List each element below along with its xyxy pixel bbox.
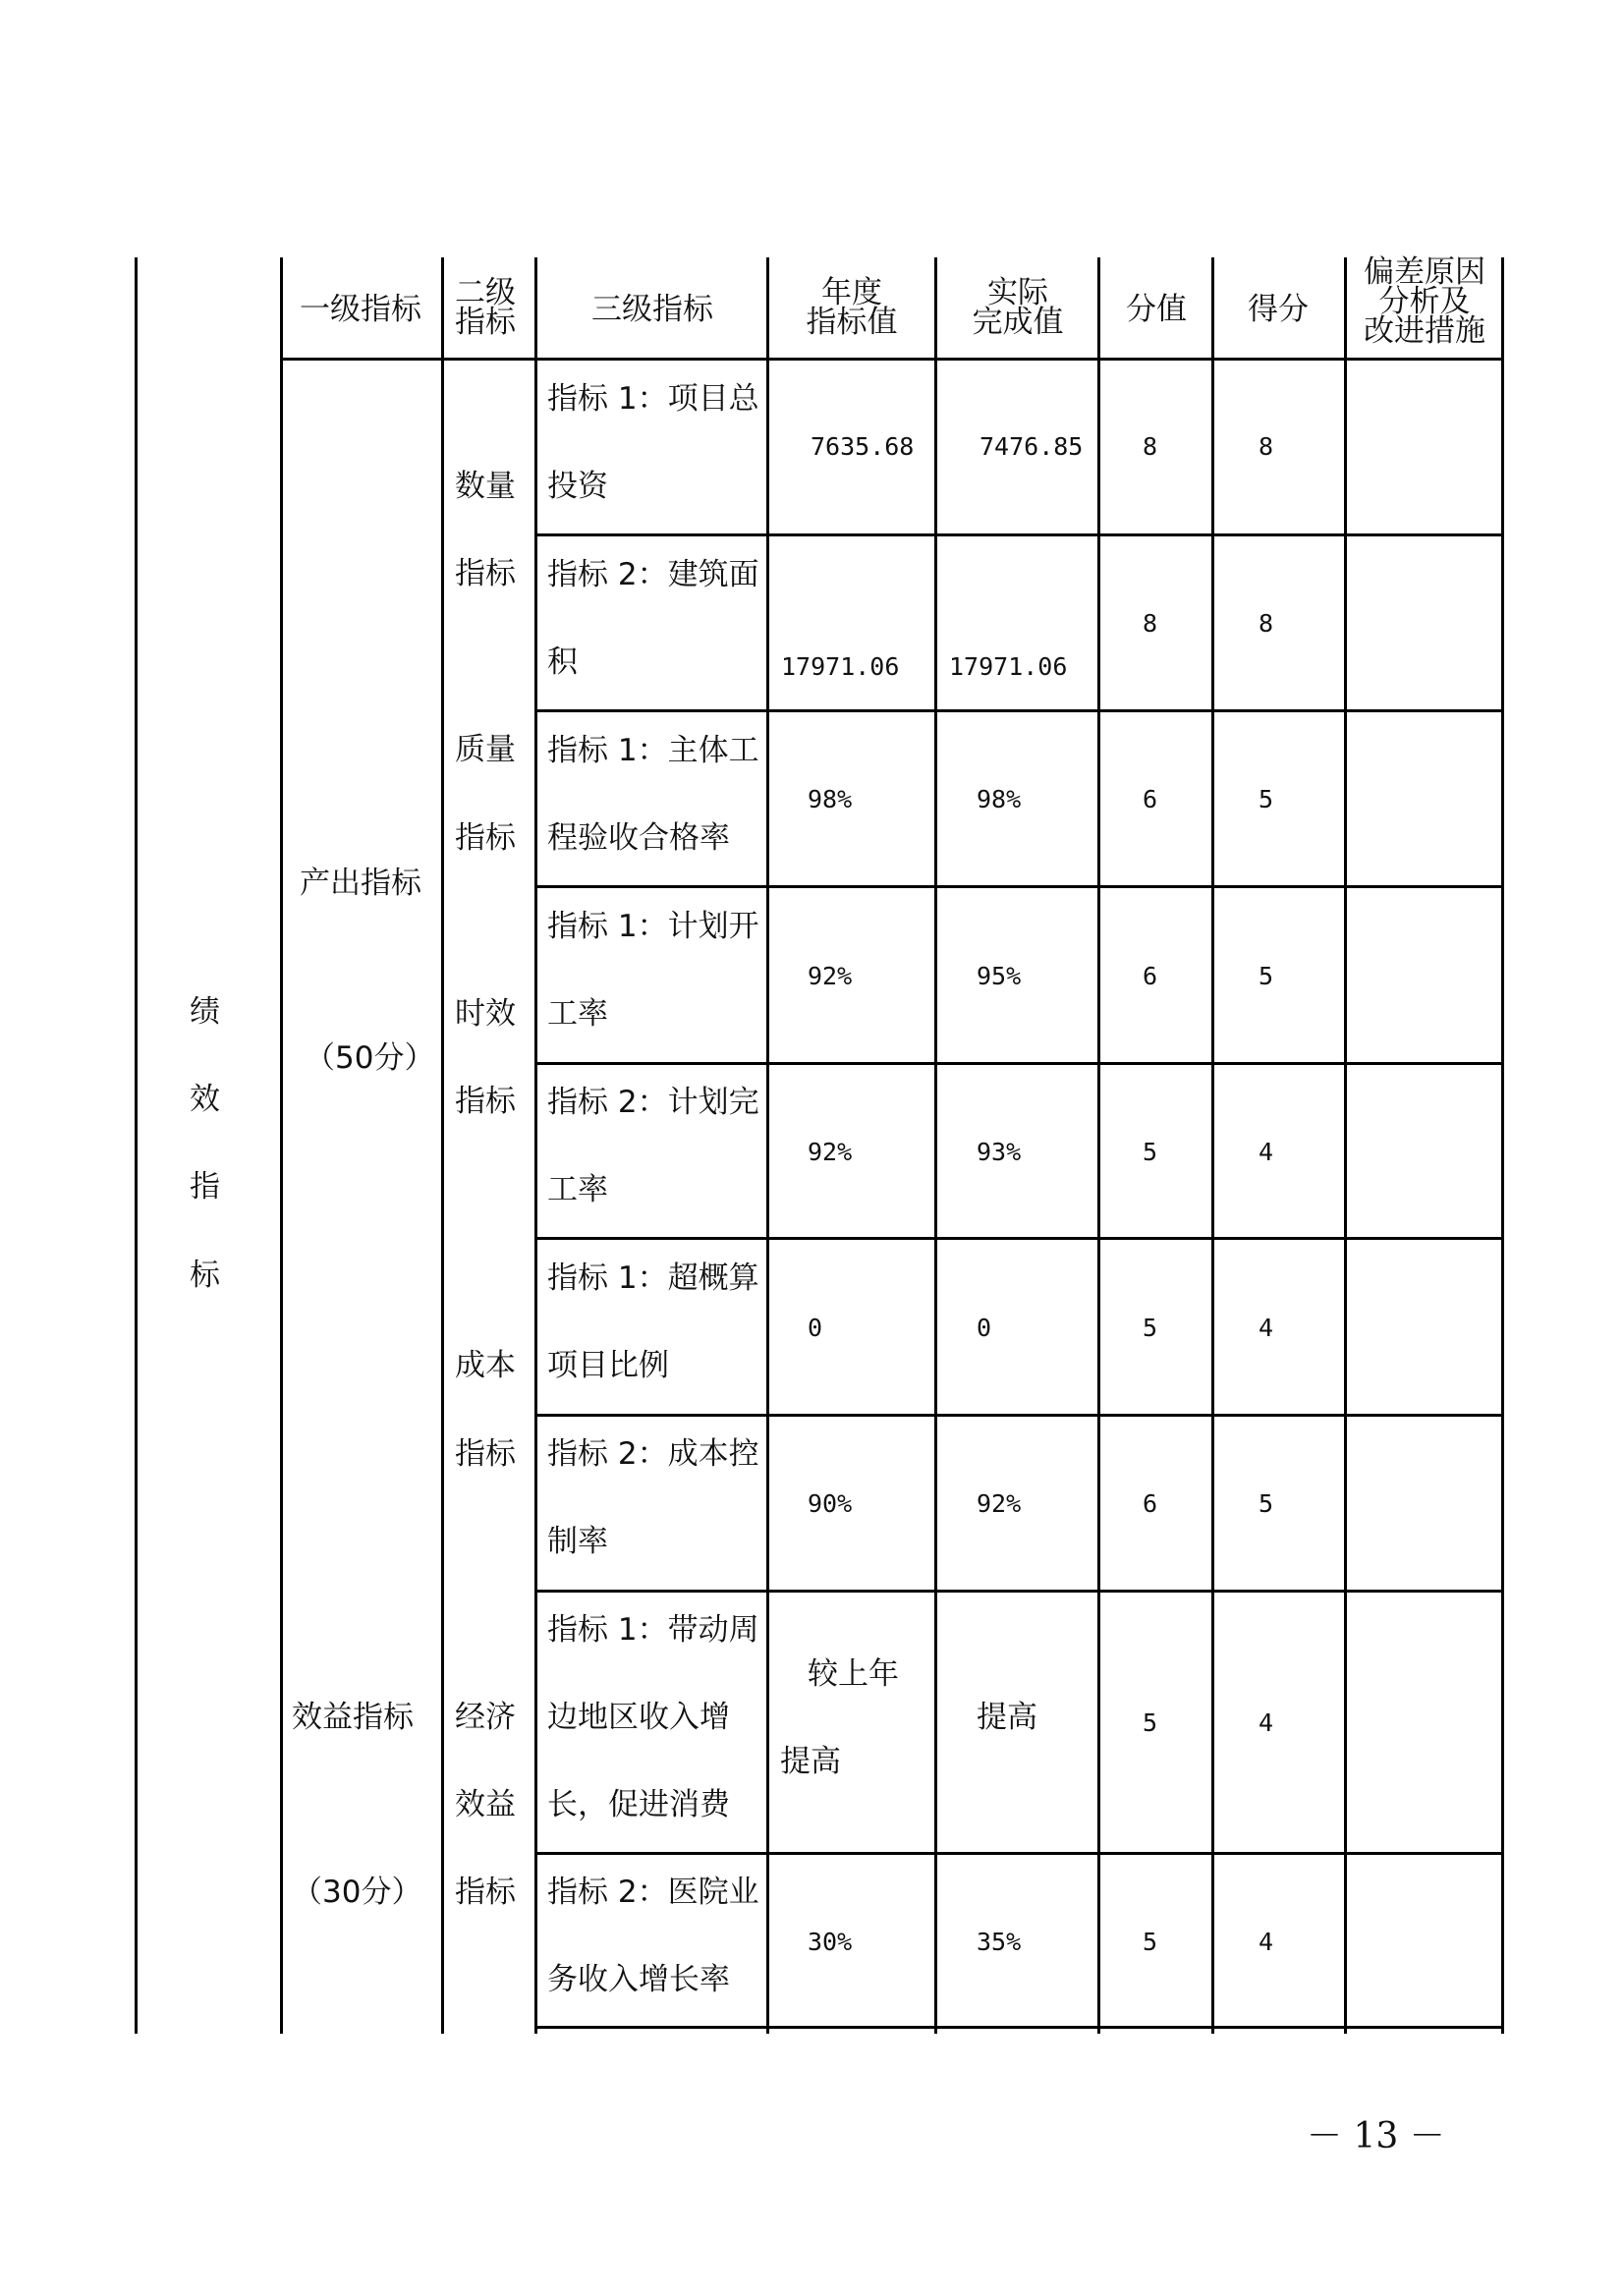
cell-actual: 93%	[977, 1138, 1022, 1166]
rule-row-2	[534, 709, 1504, 712]
indicator-text: 指标 2：建筑面	[547, 557, 759, 592]
cell-score: 4	[1259, 1138, 1274, 1166]
side-label-char: 绩	[190, 994, 220, 1030]
indicator-text: 指标 1：项目总	[547, 381, 759, 417]
header-score-value: 分值	[1126, 292, 1187, 327]
level2-timeliness-line: 指标	[455, 1084, 516, 1119]
cell-actual: 92%	[977, 1489, 1022, 1518]
cell-actual: 7476.85	[979, 432, 1084, 461]
level1-benefit-name: 效益指标	[292, 1700, 414, 1735]
header-annual-target: 年度 指标值	[806, 275, 898, 340]
cell-actual: 95%	[977, 962, 1022, 990]
cell-score: 4	[1259, 1928, 1274, 1956]
indicator-text: 工率	[547, 996, 608, 1032]
level2-quality-line: 指标	[455, 820, 516, 856]
cell-annual-target: 提高	[780, 1744, 841, 1779]
indicator-text: 指标 2：计划完	[547, 1085, 759, 1120]
rule-table-bottom	[534, 2026, 1504, 2029]
cell-actual: 17971.06	[949, 652, 1068, 681]
indicator-text: 指标 1：计划开	[547, 909, 759, 944]
level2-quantity-line: 指标	[455, 556, 516, 591]
rule-target-left	[766, 257, 769, 2034]
level2-timeliness-line: 时效	[455, 996, 516, 1032]
level2-cost-line: 指标	[455, 1436, 516, 1472]
level1-output-name: 产出指标	[300, 866, 421, 901]
cell-score-value: 5	[1143, 1138, 1158, 1166]
cell-score: 5	[1259, 1489, 1274, 1518]
cell-actual: 提高	[977, 1700, 1037, 1735]
cell-annual-target: 17971.06	[781, 652, 900, 681]
cell-score: 4	[1259, 1314, 1274, 1342]
header-level1: 一级指标	[300, 292, 421, 327]
rule-level3-left-header	[534, 257, 537, 360]
cell-annual-target: 90%	[808, 1489, 853, 1518]
level2-quality-line: 质量	[455, 732, 516, 767]
cell-score-value: 5	[1143, 1708, 1158, 1737]
cell-score-value: 6	[1143, 1489, 1158, 1518]
indicator-text: 指标 1：超概算	[547, 1260, 759, 1296]
cell-score: 4	[1259, 1708, 1274, 1737]
rule-row-7	[534, 1590, 1504, 1593]
rule-header-bottom	[280, 358, 1504, 361]
level2-economic-line: 效益	[455, 1787, 516, 1822]
rule-outer-left	[135, 257, 138, 2034]
header-actual: 实际 完成值	[972, 275, 1064, 340]
level1-benefit-points: （30分）	[292, 1875, 422, 1910]
cell-score-value: 6	[1143, 785, 1158, 813]
cell-annual-target: 98%	[808, 785, 853, 813]
header-level2: 二级 指标	[455, 275, 516, 340]
header-deviation: 偏差原因 分析及 改进措施	[1364, 254, 1485, 349]
cell-score: 5	[1259, 962, 1274, 990]
indicator-text: 指标 2：成本控	[547, 1436, 759, 1472]
indicator-text: 指标 1：主体工	[547, 733, 759, 768]
cell-score: 8	[1259, 609, 1274, 638]
indicator-text: 积	[547, 644, 578, 680]
cell-score-value: 8	[1143, 609, 1158, 638]
rule-level2-left	[441, 257, 444, 2034]
rule-note-left	[1344, 257, 1347, 2034]
level2-quantity-line: 数量	[455, 469, 516, 504]
rule-row-6	[534, 1414, 1504, 1417]
indicator-text: 工率	[547, 1172, 608, 1207]
cell-score-value: 8	[1143, 432, 1158, 461]
indicator-text: 务收入增长率	[547, 1962, 730, 1997]
indicator-text: 长，促进消费	[547, 1787, 730, 1822]
level1-output-points: （50分）	[305, 1040, 435, 1076]
indicator-text: 指标 1：带动周	[547, 1612, 759, 1648]
page-number: － 13 －	[1307, 2116, 1445, 2156]
rule-row-5	[534, 1237, 1504, 1240]
cell-score-value: 6	[1143, 962, 1158, 990]
cell-actual: 98%	[977, 785, 1022, 813]
level2-economic-line: 经济	[455, 1700, 516, 1735]
side-label-char: 指	[190, 1169, 220, 1204]
indicator-text: 指标 2：医院业	[547, 1875, 759, 1910]
header-level3: 三级指标	[591, 292, 713, 327]
indicator-text: 投资	[547, 469, 608, 504]
cell-annual-target: 30%	[808, 1928, 853, 1956]
rule-level1-left	[280, 257, 283, 2034]
rule-row-1	[534, 533, 1504, 536]
indicator-text: 制率	[547, 1524, 608, 1559]
side-label-char: 效	[190, 1082, 220, 1117]
level2-economic-line: 指标	[455, 1875, 516, 1910]
cell-score: 5	[1259, 785, 1274, 813]
side-label-char: 标	[190, 1258, 220, 1293]
cell-annual-target: 92%	[808, 1138, 853, 1166]
rule-actual-left	[934, 257, 937, 2034]
header-score: 得分	[1248, 292, 1309, 327]
rule-score-left	[1211, 257, 1214, 2034]
cell-annual-target: 0	[808, 1314, 823, 1342]
indicator-text: 项目比例	[547, 1348, 669, 1383]
cell-score: 8	[1259, 432, 1274, 461]
rule-row-4	[534, 1062, 1504, 1065]
cell-annual-target: 7635.68	[811, 432, 915, 461]
cell-actual: 35%	[977, 1928, 1022, 1956]
rule-level3-left	[534, 360, 537, 2034]
indicator-text: 程验收合格率	[547, 820, 730, 856]
rule-outer-right	[1501, 257, 1504, 2034]
rule-row-3	[534, 885, 1504, 888]
indicator-text: 边地区收入增	[547, 1700, 730, 1735]
rule-row-8	[534, 1852, 1504, 1855]
rule-value-left	[1097, 257, 1100, 2034]
cell-score-value: 5	[1143, 1314, 1158, 1342]
cell-score-value: 5	[1143, 1928, 1158, 1956]
cell-actual: 0	[977, 1314, 992, 1342]
level2-cost-line: 成本	[455, 1348, 516, 1383]
cell-annual-target: 92%	[808, 962, 853, 990]
cell-annual-target: 较上年	[808, 1656, 899, 1692]
